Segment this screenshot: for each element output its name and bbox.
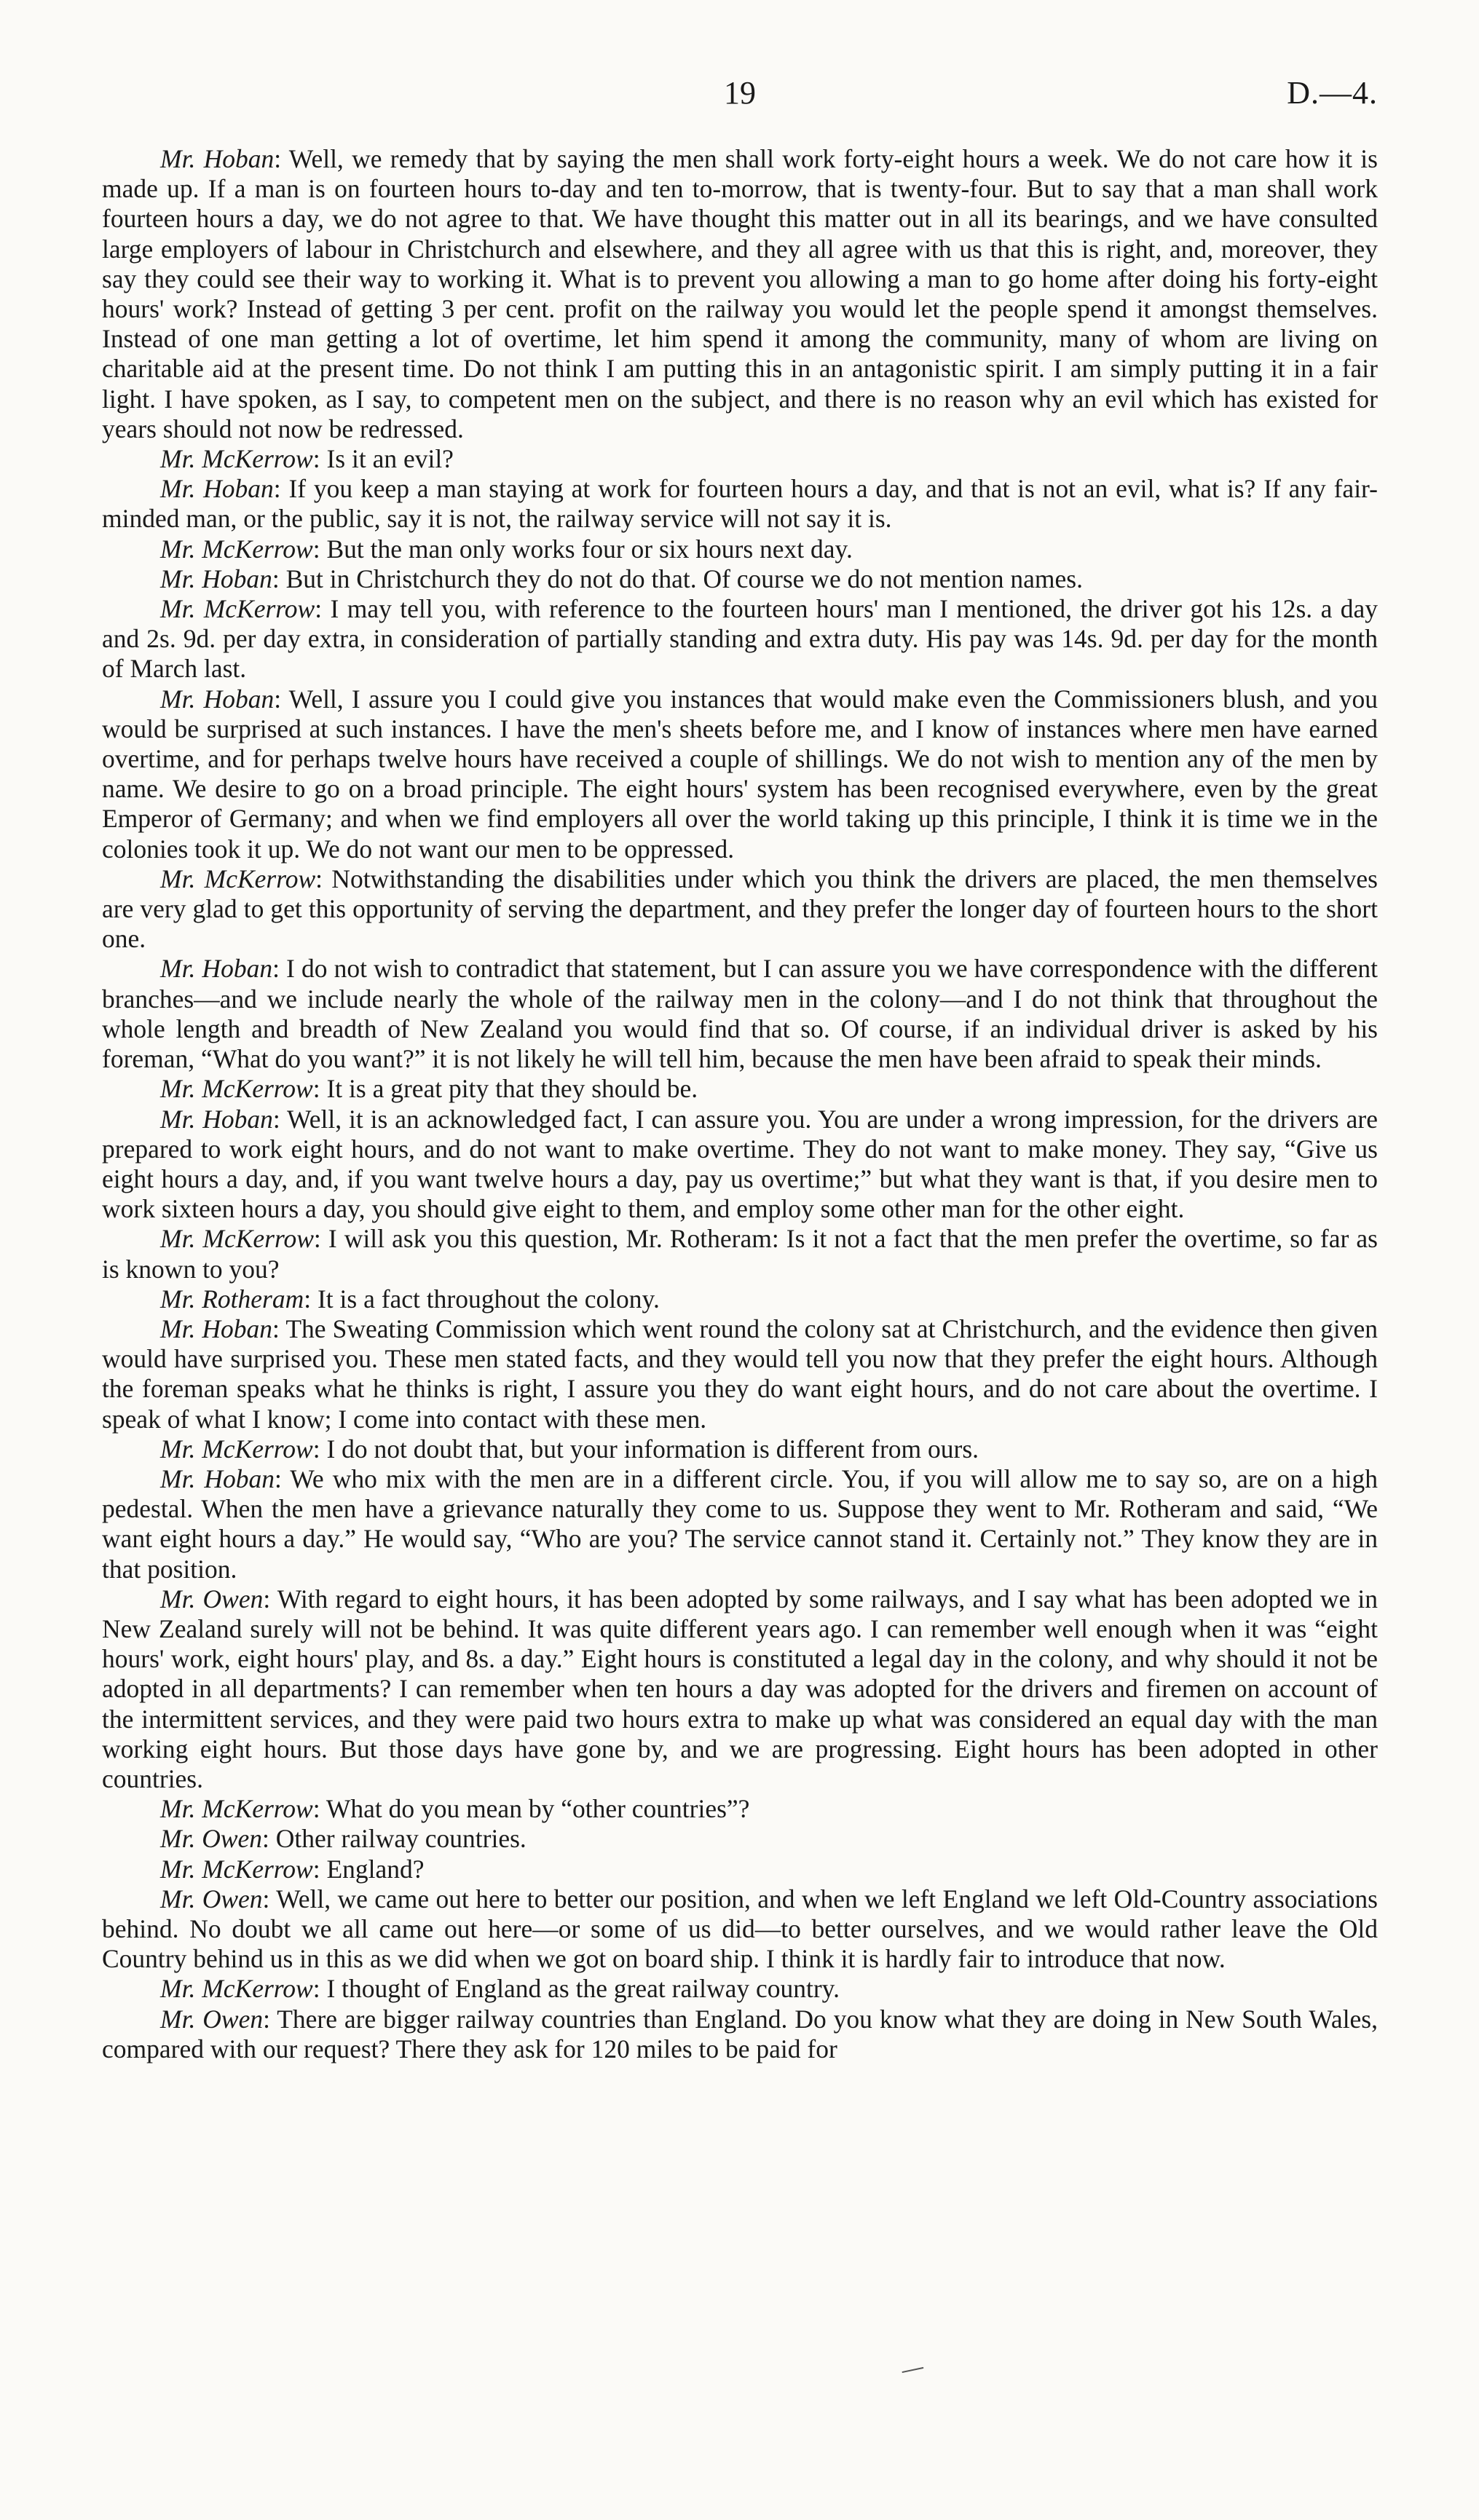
paragraph-text: : What do you mean by “other countries”? [312,1794,750,1824]
paragraph-text: : Other railway countries. [262,1824,526,1854]
speaker-name: Mr. Hoban [160,1314,273,1343]
speaker-name: Mr. McKerrow [160,1854,313,1884]
paragraph-text: : Well, I assure you I could give you instances that would make even the Commissioners blush, and you would be surprised at such instances. I have the men's sheets before me, and I know of instances where men have earned overtime, and for perhaps twelve hours have received a couple of shillings. We do not wish to mention any of the men by name. We desire to go on a broad principle. The eight hours' system has been recognised everywhere, even by the great Emperor of Germany; and when we find employers all over the world taking up this principle, I think it is time we in the colonies took it up. We do not want our men to be oppressed. [102,684,1378,864]
paragraph [102,444,1378,474]
paragraph [102,1824,1378,1854]
paragraph-text: : With regard to eight hours, it has been adopted by some railways, and I say what has been adopted we in New Zealand surely will not be behind. It was quite different years ago. I can remember well enough when it was “eight hours' work, eight hours' play, and 8s. a day.” Eight hours is constituted a legal day in the colony, and why should it not be adopted in all departments? I can remember when ten hours a day was adopted for the drivers and firemen on account of the intermittent services, and they were paid two hours extra to make up what was considered an equal day with the man working eight hours. But those days have gone by, and we are progressing. Eight hours has been adopted in other countries. [102,1584,1378,1793]
paragraph-text: : The Sweating Commission which went round the colony sat at Christchurch, and the evidence then given would have surprised you. These men stated facts, and they would tell you now that they prefer the eight hours. Although the foreman speaks what he thinks is right, I assure you they do want eight hours, and do not care about the overtime. I speak of what I know; I come into contact with these men. [102,1314,1378,1434]
paragraph-text: : We who mix with the men are in a different circle. You, if you will allow me to say so, are on a high pedestal. When the men have a grievance naturally they come to us. Suppose they went to Mr. Rotheram and said, “We want eight hours a day.” He would say, “Who are you? The service cannot stand it. Certainly not.” They know they are in that position. [102,1464,1378,1584]
paragraph-text: : It is a great pity that they should be. [312,1074,698,1104]
speaker-name: Mr. Owen [160,1884,263,1913]
paragraph [102,864,1378,955]
speaker-name: Mr. McKerrow [160,864,316,893]
speaker-name: Mr. Hoban [160,684,275,714]
paragraph [102,2004,1378,2064]
speaker-name: Mr. Hoban [160,954,273,984]
page-number: 19 [724,75,756,111]
paragraph-text: : But in Christchurch they do not do that. Of course we do not mention names. [272,564,1083,593]
speaker-name: Mr. Hoban [160,564,272,593]
paragraph [102,474,1378,534]
paragraph-text: : England? [312,1854,425,1884]
paragraph-text: : Well, it is an acknowledged fact, I can assure you. You are under a wrong impression, for the drivers are prepared to work eight hours, and do not want to make overtime. They do not want to make money. They say, “Give us eight hours a day, and, if you want twelve hours a day, pay us overtime;” but what they want is that, if you desire men to work sixteen hours a day, you should give eight to them, and employ some other man for the other eight. [102,1104,1378,1224]
speaker-name: Mr. Owen [160,1584,264,1613]
speaker-name: Mr. McKerrow [160,1794,313,1824]
paragraph-text: : It is a fact throughout the colony. [304,1284,660,1314]
speaker-name: Mr. Hoban [160,1464,275,1493]
paragraph [102,1884,1378,1975]
paragraph [102,594,1378,684]
paragraph-text: : Notwithstanding the disabilities under which you think the drivers are placed, the men themselves are very glad to get this opportunity of serving the department, and they prefer the longer day of fourteen hours to the short one. [102,864,1378,954]
speaker-name: Mr. McKerrow [160,1434,313,1464]
speaker-name: Mr. McKerrow [160,594,315,624]
paragraph-text: : I thought of England as the great railway country. [312,1974,840,2004]
paragraph [102,1314,1378,1434]
speaker-name: Mr. Rotheram [160,1284,304,1314]
paragraph-text: : I do not wish to contradict that statement, but I can assure you we have correspondence with the different branches—and we include nearly the whole of the railway men in the colony—and I do not think that throughout the whole length and breadth of New Zealand you would find that so. Of course, if an individual driver is asked by his foreman, “What do you want?” it is not likely he will tell him, because the men have been afraid to speak their minds. [102,954,1378,1074]
paragraph-text: : But the man only works four or six hours next day. [312,534,853,564]
speaker-name: Mr. Owen [160,2004,264,2034]
paragraph [102,144,1378,444]
paragraph [102,1464,1378,1584]
paragraph [102,1434,1378,1464]
paragraph-text: : I do not doubt that, but your information is different from ours. [312,1434,979,1464]
paragraph-text: : Well, we came out here to better our position, and when we left England we left Old-Country associations behind. No doubt we all came out here—or some of us did—to better ourselves, and we would rather leave the Old Country behind us in this as we did when we got on board ship. I think it is hardly fair to introduce that now. [102,1884,1378,1974]
paragraph-text: : I will ask you this question, Mr. Rotheram: Is it not a fact that the men prefer the overtime, so far as is known to you? [102,1224,1378,1284]
paragraph [102,1074,1378,1104]
paragraph-text: : Well, we remedy that by saying the men shall work forty-eight hours a week. We do not care how it is made up. If a man is on fourteen hours to-day and ten to-morrow, that is twenty-four. But to say that a man shall work fourteen hours a day, we do not agree to that. We have thought this matter out in all its bearings, and we have consulted large employers of labour in Christchurch and elsewhere, and they all agree with us that this is right, and, moreover, they say they could see their way to working it. What is to prevent you allowing a man to go home after doing his forty-eight hours' work? Instead of getting 3 per cent. profit on the railway you would let the people spend it amongst themselves. Instead of one man getting a lot of overtime, let him spend it among the community, many of whom are living on charitable aid at the present time. Do not think I am putting this in an antagonistic spirit. I am simply putting it in a fair light. I have spoken, as I say, to competent men on the subject, and there is no reason why an evil which has existed for years should not now be redressed. [102,144,1378,443]
paragraph [102,1224,1378,1284]
speaker-name: Mr. McKerrow [160,1074,313,1104]
paragraph [102,1105,1378,1225]
page-header [102,67,1378,111]
stray-ink-mark [902,2364,924,2373]
paragraph-text: : Is it an evil? [312,444,454,474]
paragraph-text: : If you keep a man staying at work for fourteen hours a day, and that is not an evil, what is? If any fair-minded man, or the public, say it is not, the railway service will not say it is. [102,474,1378,534]
speaker-name: Mr. Hoban [160,1104,273,1134]
speaker-name: Mr. McKerrow [160,1974,313,2004]
paragraph [102,1974,1378,2004]
paragraph [102,1284,1378,1314]
paragraph [102,684,1378,864]
speaker-name: Mr. McKerrow [160,534,313,564]
document-body [102,144,1378,2064]
paragraph [102,954,1378,1074]
speaker-name: Mr. Owen [160,1824,263,1854]
paragraph [102,534,1378,564]
speaker-name: Mr. Hoban [160,474,274,504]
speaker-name: Mr. McKerrow [160,1224,314,1254]
paragraph [102,1584,1378,1794]
paragraph-text: : There are bigger railway countries than England. Do you know what they are doing in New South Wales, compared with our request? There they ask for 120 miles to be paid for [102,2004,1378,2063]
paragraph [102,564,1378,594]
paragraph [102,1794,1378,1824]
speaker-name: Mr. McKerrow [160,444,313,474]
paragraph [102,1855,1378,1884]
document-reference: D.—4. [1287,75,1378,111]
paragraph-text: : I may tell you, with reference to the fourteen hours' man I mentioned, the driver got his 12s. a day and 2s. 9d. per day extra, in consideration of partially standing and extra duty. His pay was 14s. 9d. per day for the month of March last. [102,594,1378,684]
speaker-name: Mr. Hoban [160,144,275,173]
